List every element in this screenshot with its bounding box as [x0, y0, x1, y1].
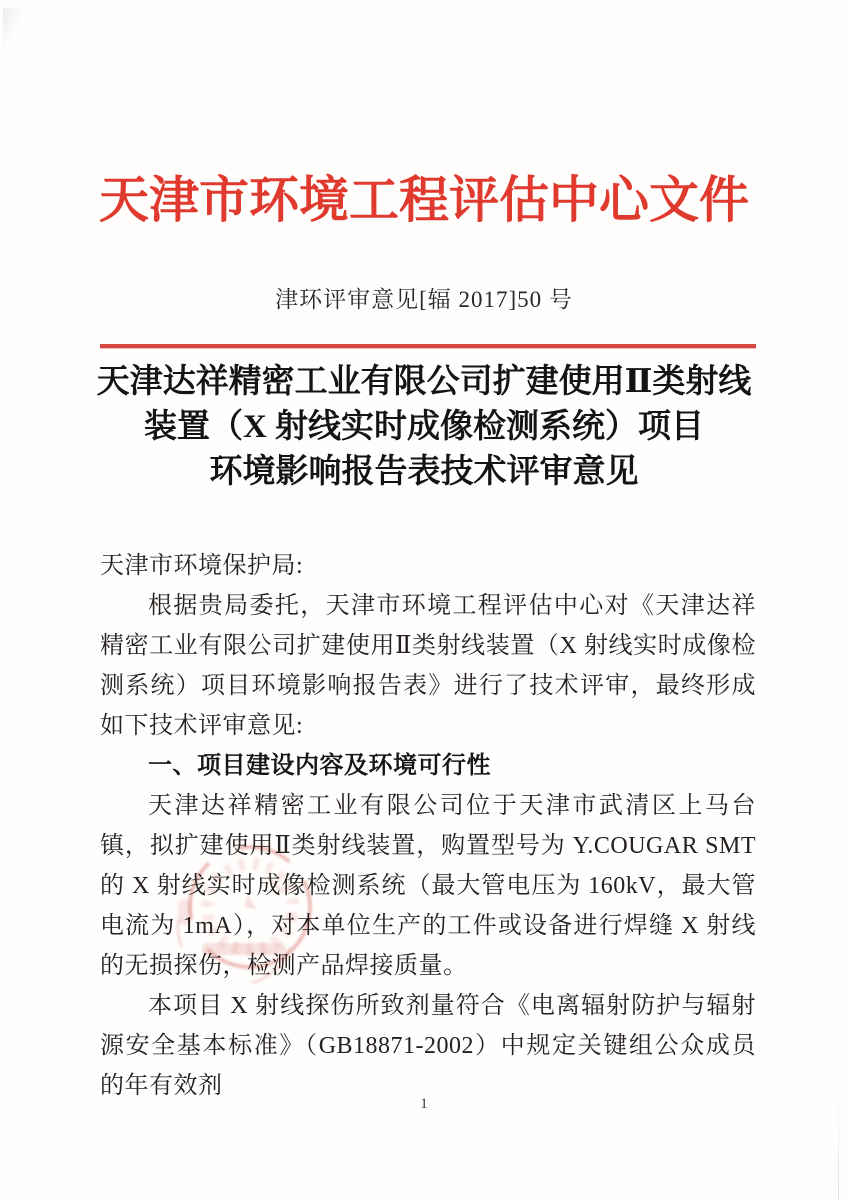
section-heading-1: 一、项目建设内容及环境可行性	[148, 753, 491, 779]
paragraph-intro: 根据贵局委托，天津市环境工程评估中心对《天津达祥精密工业有限公司扩建使用Ⅱ类射线装置（X 射线实时成像检测系统）项目环境影响报告表》进行了技术评审，最终形成如下技术评审意见:	[100, 593, 756, 739]
document-title-line-1: 天津达祥精密工业有限公司扩建使用Ⅱ类射线	[96, 364, 752, 400]
document-title-line-3: 环境影响报告表技术评审意见	[209, 454, 639, 490]
document-number: 津环评审意见[辐 2017]50 号	[275, 287, 573, 312]
paragraph-project-description: 天津达祥精密工业有限公司位于天津市武清区上马台镇，拟扩建使用Ⅱ类射线装置，购置型号为 Y.COUGAR SMT 的 X 射线实时成像检测系统（最大管电压为 160kV，最大管电流为 1mA），对本单位生产的工件或设备进行焊缝 X 射线的无损探伤，检测产品焊接质量。	[100, 793, 756, 979]
salutation: 天津市环境保护局:	[100, 553, 304, 579]
red-divider-rule	[100, 344, 756, 348]
document-title	[60, 360, 788, 495]
paragraph-dose-compliance: 本项目 X 射线探伤所致剂量符合《电离辐射防护与辐射源安全基本标准》（GB18871-2002）中规定关键组公众成员的年有效剂	[100, 993, 756, 1099]
document-body	[100, 546, 756, 1106]
page-number: 1	[420, 1096, 428, 1112]
letterhead-title: 天津市环境工程评估中心文件	[99, 172, 749, 228]
document-title-line-2: 装置（X 射线实时成像检测系统）项目	[143, 409, 705, 445]
scan-artifact	[3, 8, 25, 50]
